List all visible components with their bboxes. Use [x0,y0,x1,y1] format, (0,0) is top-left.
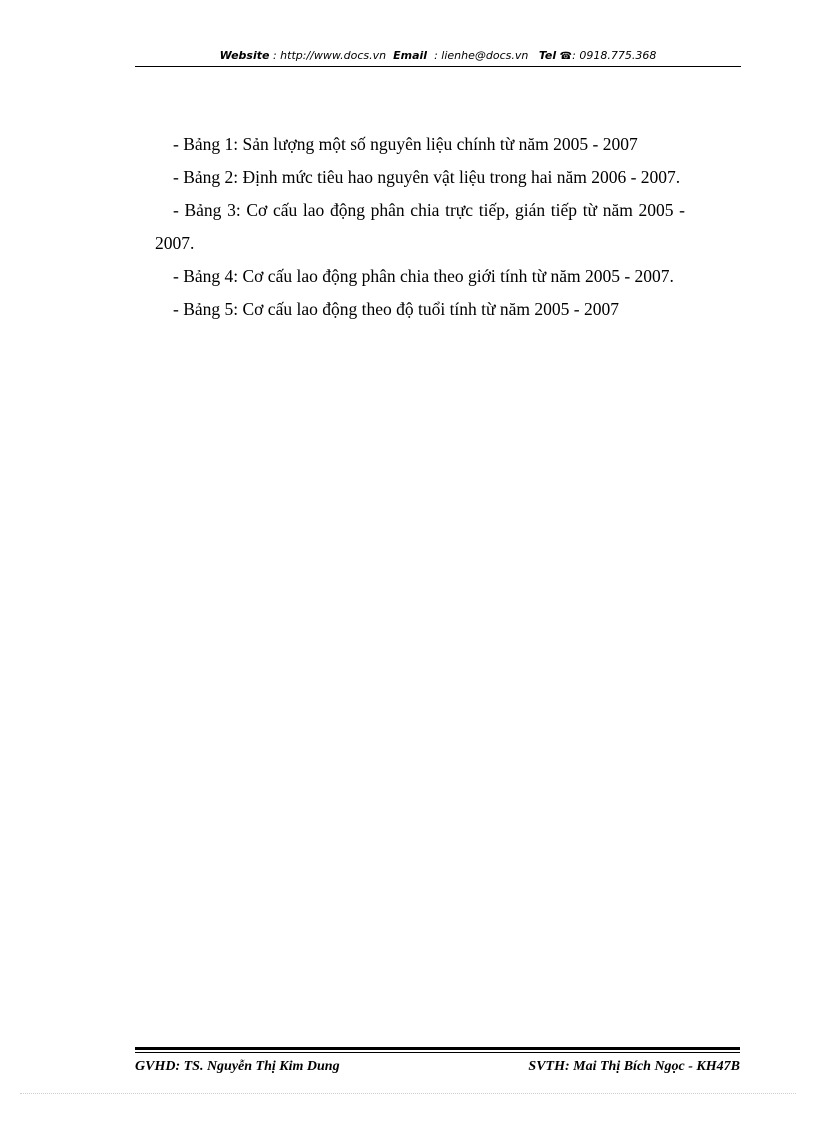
footer-divider [135,1047,740,1053]
page-bottom-divider [20,1093,796,1094]
email-value: : lienhe@docs.vn [434,49,529,62]
website-value: : http://www.docs.vn [272,49,387,62]
tel-label: Tel [538,49,557,62]
footer-advisor: GVHD: TS. Nguyễn Thị Kim Dung [135,1059,340,1074]
tel-value: : 0918.775.368 [572,49,657,62]
list-item: - Bảng 5: Cơ cấu lao động theo độ tuổi tính từ năm 2005 - 2007 [173,299,619,319]
table-list [155,128,685,326]
phone-icon: ☎ [559,51,573,62]
footer-student: SVTH: Mai Thị Bích Ngọc - KH47B [528,1059,740,1074]
list-item: - Bảng 3: Cơ cấu lao động phân chia trực tiếp, gián tiếp từ năm 2005 - 2007. [155,200,685,253]
email-label: Email [393,49,428,62]
page-header [135,46,741,67]
list-item: - Bảng 2: Định mức tiêu hao nguyên vật liệu trong hai năm 2006 - 2007. [173,167,681,187]
page-footer [135,1056,740,1078]
website-label: Website [219,49,270,62]
list-item: - Bảng 4: Cơ cấu lao động phân chia theo giới tính từ năm 2005 - 2007. [173,266,674,286]
list-item: - Bảng 1: Sản lượng một số nguyên liệu chính từ năm 2005 - 2007 [173,134,638,154]
